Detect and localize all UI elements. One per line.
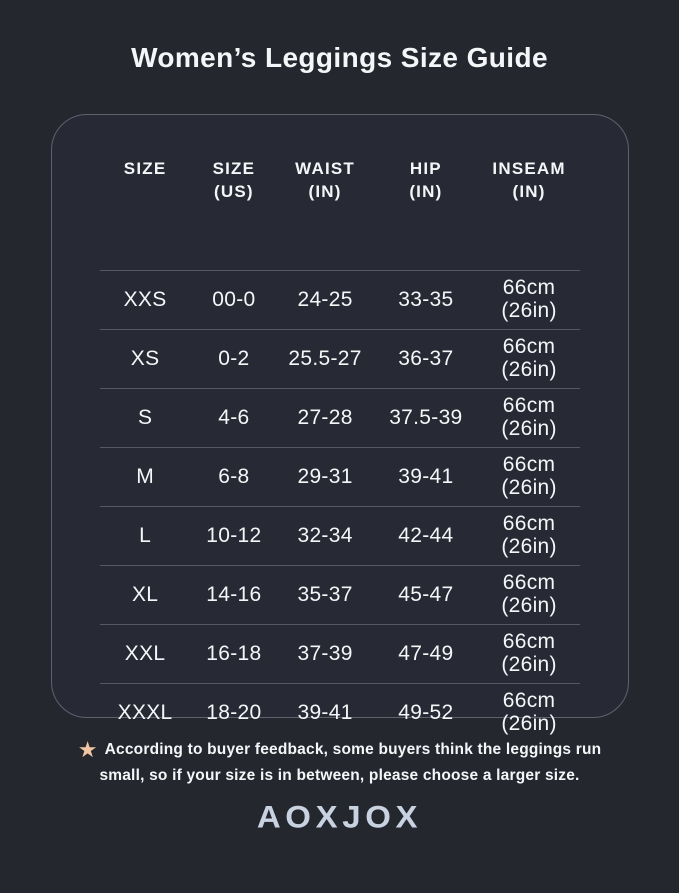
page-title: Women’s Leggings Size Guide (131, 42, 548, 73)
size-us-cell: 10-12 (206, 524, 262, 547)
size-us-cell: 6-8 (218, 465, 250, 488)
waist-cell: 27-28 (297, 406, 353, 429)
table-row (100, 330, 580, 389)
size-us-cell: 00-0 (212, 288, 256, 311)
waist-cell: 35-37 (297, 583, 353, 606)
waist-cell: 24-25 (297, 288, 353, 311)
size-cell: XXS (123, 288, 167, 311)
inseam-cell: 66cm (26in) (501, 335, 557, 381)
header-size: SIZE (123, 159, 167, 178)
hip-cell: 45-47 (398, 583, 454, 606)
inseam-cell: 66cm (26in) (501, 571, 557, 617)
fit-note-text-1: According to buyer feedback, some buyers think the leggings run (104, 741, 602, 758)
size-guide-page (0, 44, 679, 893)
waist-cell: 39-41 (297, 701, 353, 724)
size-cell: XS (130, 347, 160, 370)
waist-cell: 32-34 (297, 524, 353, 547)
size-cell: M (136, 465, 154, 488)
inseam-cell: 66cm (26in) (501, 394, 557, 440)
brand-logo: AOXJOX (256, 798, 423, 835)
hip-cell: 42-44 (398, 524, 454, 547)
size-cell: XXXL (117, 701, 173, 724)
waist-cell: 37-39 (297, 642, 353, 665)
hip-cell: 49-52 (398, 701, 454, 724)
inseam-cell: 66cm (26in) (501, 689, 557, 735)
table-row (100, 566, 580, 625)
waist-cell: 29-31 (297, 465, 353, 488)
size-cell: XXL (124, 642, 166, 665)
table-row (100, 448, 580, 507)
inseam-cell: 66cm (26in) (501, 276, 557, 322)
size-us-cell: 14-16 (206, 583, 262, 606)
header-waist: WAIST (IN) (295, 159, 355, 201)
size-us-cell: 0-2 (218, 347, 250, 370)
table-header-row (100, 115, 580, 271)
inseam-cell: 66cm (26in) (501, 453, 557, 499)
star-icon: ★ (77, 737, 98, 762)
hip-cell: 37.5-39 (389, 406, 463, 429)
table-row (100, 507, 580, 566)
hip-cell: 33-35 (398, 288, 454, 311)
hip-cell: 47-49 (398, 642, 454, 665)
inseam-cell: 66cm (26in) (501, 630, 557, 676)
table-row (100, 389, 580, 448)
size-cell: XL (131, 583, 159, 606)
header-hip: HIP (IN) (409, 159, 443, 201)
fit-note-line-1 (0, 737, 679, 763)
size-cell: S (137, 406, 153, 429)
hip-cell: 39-41 (398, 465, 454, 488)
size-chart-panel (51, 114, 629, 735)
fit-note-text-2: small, so if your size is in between, please choose a larger size. (99, 767, 580, 784)
hip-cell: 36-37 (398, 347, 454, 370)
waist-cell: 25.5-27 (288, 347, 362, 370)
size-us-cell: 16-18 (206, 642, 262, 665)
size-table (100, 115, 580, 742)
table-row (100, 625, 580, 684)
table-row (100, 684, 580, 743)
fit-note (0, 737, 679, 789)
header-size-us: SIZE (US) (212, 159, 256, 201)
table-row (100, 271, 580, 330)
inseam-cell: 66cm (26in) (501, 512, 557, 558)
size-cell: L (139, 524, 152, 547)
header-inseam: INSEAM (IN) (492, 159, 566, 201)
size-us-cell: 4-6 (218, 406, 250, 429)
size-us-cell: 18-20 (206, 701, 262, 724)
